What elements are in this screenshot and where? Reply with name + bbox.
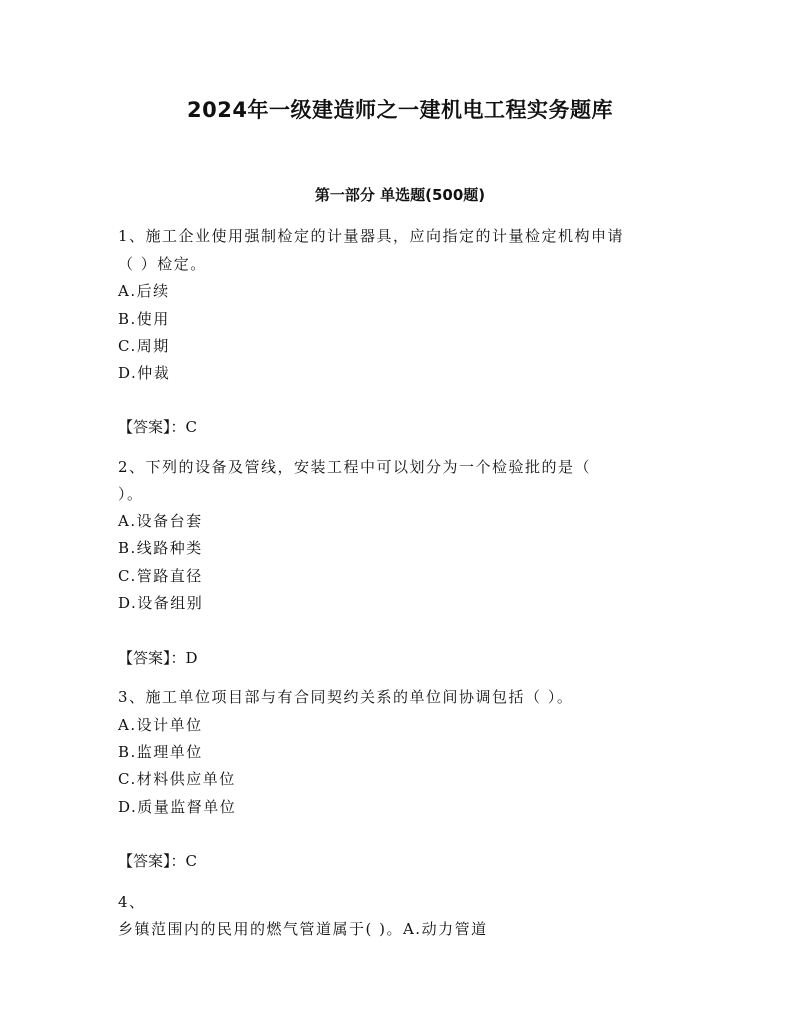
question-1-option-c: C.周期 xyxy=(118,337,170,355)
question-4-stem-line-2: 乡镇范围内的民用的燃气管道属于( )。A.动力管道 xyxy=(118,920,488,938)
question-1-option-d: D.仲裁 xyxy=(118,364,171,382)
question-4-stem-line-1: 4、 xyxy=(118,893,146,911)
answer-value: C xyxy=(185,852,199,870)
question-1-option-b: B.使用 xyxy=(118,310,170,328)
question-2-option-c: C.管路直径 xyxy=(118,567,203,585)
question-2-stem-line-2: ）。 xyxy=(118,485,144,503)
document-title: 2024年一级建造师之一建机电工程实务题库 xyxy=(187,98,613,122)
answer-label: 【答案】： xyxy=(118,649,186,667)
question-1-answer xyxy=(118,417,199,437)
question-3-option-d: D.质量监督单位 xyxy=(118,798,237,816)
answer-label: 【答案】： xyxy=(118,418,186,436)
section-title: 第一部分 单选题(500题) xyxy=(314,186,486,204)
question-3-option-a: A.设计单位 xyxy=(118,716,203,734)
question-1-stem-line-1: 1、施工企业使用强制检定的计量器具，应向指定的计量检定机构申请 xyxy=(118,227,625,245)
question-2-stem-line-1: 2、下列的设备及管线，安装工程中可以划分为一个检验批的是（ xyxy=(118,458,592,476)
question-3-option-b: B.监理单位 xyxy=(118,743,203,761)
question-2-option-b: B.线路种类 xyxy=(118,539,203,557)
question-3-option-c: C.材料供应单位 xyxy=(118,770,236,788)
answer-value: D xyxy=(185,649,200,667)
question-2-option-d: D.设备组别 xyxy=(118,594,204,612)
question-3-answer xyxy=(118,851,199,871)
question-1-option-a: A.后续 xyxy=(118,282,170,300)
answer-label: 【答案】： xyxy=(118,852,186,870)
question-1-stem-line-2: （ ）检定。 xyxy=(118,255,207,273)
question-2-option-a: A.设备台套 xyxy=(118,512,203,530)
answer-value: C xyxy=(185,418,199,436)
question-2-answer xyxy=(118,648,199,668)
question-3-stem-line-1: 3、施工单位项目部与有合同契约关系的单位间协调包括（ ）。 xyxy=(118,688,574,706)
